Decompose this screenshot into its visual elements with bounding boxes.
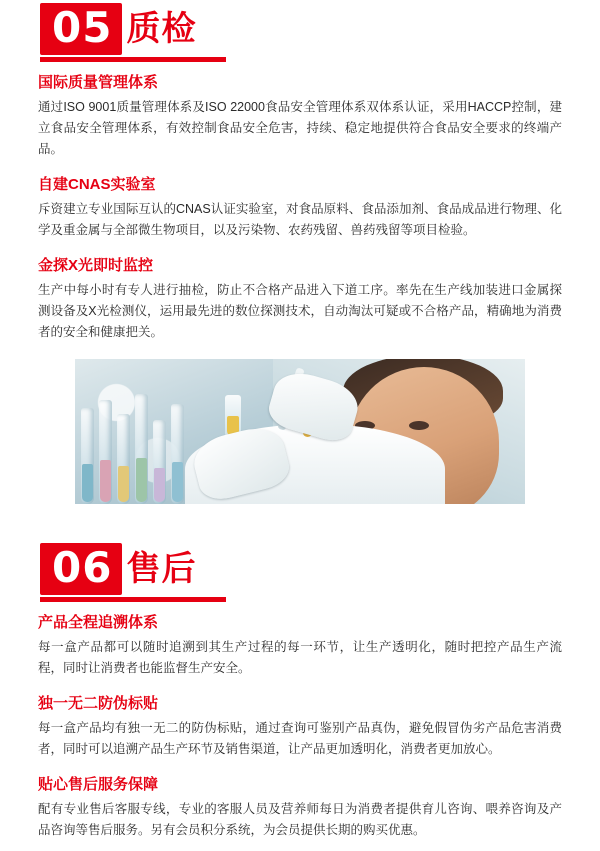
bottom-padding	[0, 841, 600, 851]
test-tube-rack	[81, 392, 201, 504]
section-06	[0, 540, 600, 841]
section-05-title: 质检	[126, 10, 197, 48]
block-quality-system	[38, 72, 562, 160]
section-06-number: 06	[40, 543, 122, 595]
section-05	[0, 0, 600, 343]
block-anti-counterfeit-heading: 独一无二防伪标贴	[38, 695, 159, 712]
section-spacer	[0, 504, 600, 540]
block-traceability-heading: 产品全程追溯体系	[38, 614, 159, 631]
block-anti-counterfeit-text: 每一盒产品均有独一无二的防伪标贴，通过查询可鉴别产品真伪，避免假冒伪劣产品危害消费者，同时可以追溯产品生产环节及销售渠道，让产品更加透明化，消费者更加放心。	[38, 721, 562, 756]
section-05-heading	[38, 0, 562, 58]
section-06-heading	[38, 540, 562, 598]
section-06-title: 售后	[126, 550, 197, 588]
block-traceability-text: 每一盒产品都可以随时追溯到其生产过程的每一环节，让生产透明化，随时把控产品生产流程，同时让消费者也能监督生产安全。	[38, 640, 562, 675]
block-after-sales-service-heading: 贴心售后服务保障	[38, 776, 159, 793]
block-xray-monitoring-heading: 金探X光即时监控	[38, 257, 154, 274]
block-anti-counterfeit	[38, 693, 562, 760]
block-xray-monitoring-text: 生产中每小时有专人进行抽检，防止不合格产品进入下道工序。率先在生产线加装进口金属探测设备及X光检测仪，运用最先进的数位探测技术，自动淘汰可疑或不合格产品，精确地为消费者的安全和健康把关。	[38, 283, 562, 339]
section-05-number: 05	[40, 3, 122, 55]
lab-photo-wrap	[0, 359, 600, 504]
lab-photo	[75, 359, 525, 504]
block-after-sales-service	[38, 774, 562, 841]
technician-eye-right	[409, 421, 429, 430]
block-cnas-lab	[38, 174, 562, 241]
block-cnas-lab-text: 斥资建立专业国际互认的CNAS认证实验室，对食品原料、食品添加剂、食品成品进行物理、化学及重金属与全部微生物项目，以及污染物、农药残留、兽药残留等项目检验。	[38, 202, 562, 237]
block-quality-system-heading: 国际质量管理体系	[38, 74, 159, 91]
block-after-sales-service-text: 配有专业售后客服专线，专业的客服人员及营养师每日为消费者提供育儿咨询、喂养咨询及产品咨询等售后服务。另有会员积分系统，为会员提供长期的购买优惠。	[38, 802, 562, 837]
block-xray-monitoring	[38, 255, 562, 343]
block-quality-system-text: 通过ISO 9001质量管理体系及ISO 22000食品安全管理体系双体系认证，采用HACCP控制，建立食品安全管理体系，有效控制食品安全危害，持续、稳定地提供符合食品安全要求的终端产品。	[38, 100, 562, 156]
block-traceability	[38, 612, 562, 679]
block-cnas-lab-heading: 自建CNAS实验室	[38, 176, 156, 193]
